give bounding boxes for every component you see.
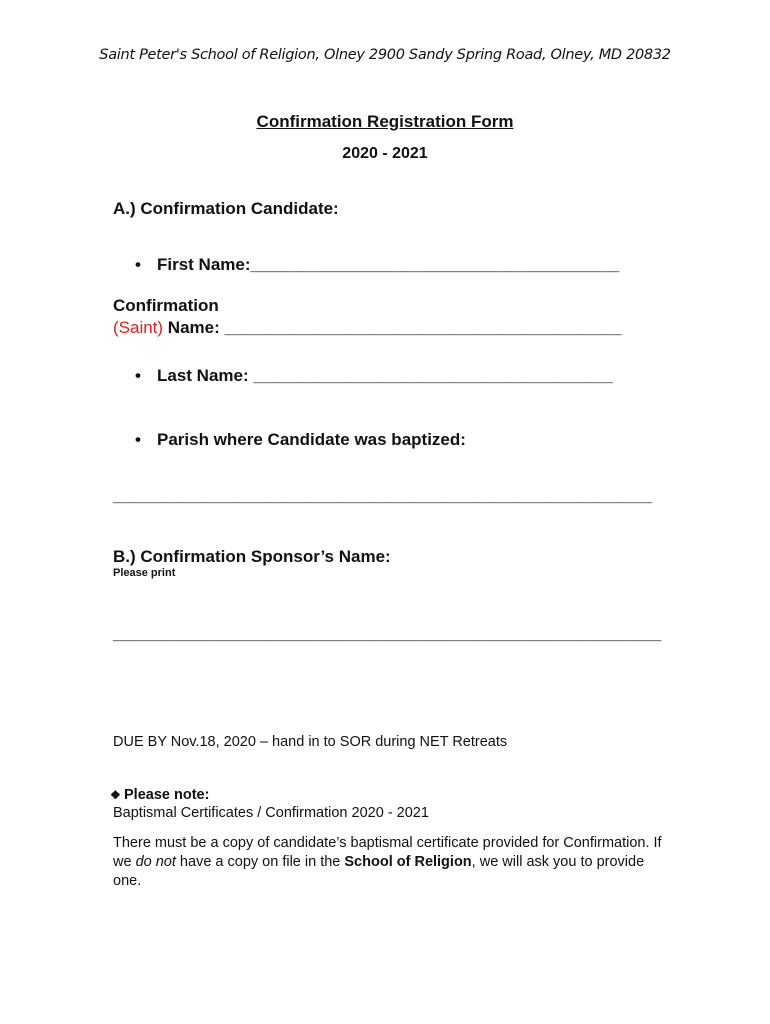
note-body-school-name: School of Religion [344, 854, 472, 870]
saint-label: (Saint) [113, 318, 164, 337]
last-name-field[interactable]: ______________________________________ [253, 366, 613, 385]
parish-label: Parish where Candidate was baptized: [157, 430, 466, 449]
form-title: Confirmation Registration Form [256, 112, 514, 131]
bullet-icon: • [135, 255, 141, 274]
please-note-label: Please note: [124, 787, 210, 803]
first-name-row [135, 255, 619, 275]
note-body [113, 834, 673, 891]
please-print-note: Please print [113, 567, 176, 579]
parish-field[interactable]: _________________________________________________________ [113, 486, 652, 505]
parish-row [135, 430, 466, 450]
form-year: 2020 - 2021 [342, 145, 428, 162]
section-b-heading: B.) Confirmation Sponsor’s Name: [113, 547, 391, 566]
confirmation-label: Confirmation [113, 296, 219, 315]
note-body-part: have a copy on file in the [175, 854, 345, 870]
confirmation-name-row [113, 318, 622, 338]
bullet-icon: • [135, 430, 141, 449]
bullet-icon: • [135, 366, 141, 385]
confirmation-name-label: Name: [163, 318, 225, 337]
note-body-part: , we will ask you to provide one. [113, 854, 645, 889]
due-date-text: DUE BY Nov.18, 2020 – hand in to SOR during NET Retreats [113, 734, 508, 750]
first-name-label: First Name: [157, 255, 251, 274]
first-name-field[interactable]: _______________________________________ [250, 255, 620, 274]
confirmation-name-field[interactable]: __________________________________________ [224, 318, 622, 337]
diamond-bullet-icon: ❖ [110, 788, 121, 802]
section-a-heading: A.) Confirmation Candidate: [113, 199, 339, 218]
sponsor-name-field[interactable]: __________________________________________________________ [113, 624, 662, 643]
baptismal-certificates-subheading: Baptismal Certificates / Confirmation 2020 - 2021 [113, 805, 429, 821]
note-body-emphasis: do not [135, 854, 176, 870]
last-name-label: Last Name: [157, 366, 254, 385]
please-note-heading [110, 787, 209, 803]
note-body-part: There must be a copy of candidate’s baptismal certificate provided for Confirmation. If we [113, 835, 662, 870]
school-address-header: Saint Peter's School of Religion, Olney 2900 Sandy Spring Road, Olney, MD 20832 [99, 47, 671, 63]
last-name-row [135, 366, 613, 386]
